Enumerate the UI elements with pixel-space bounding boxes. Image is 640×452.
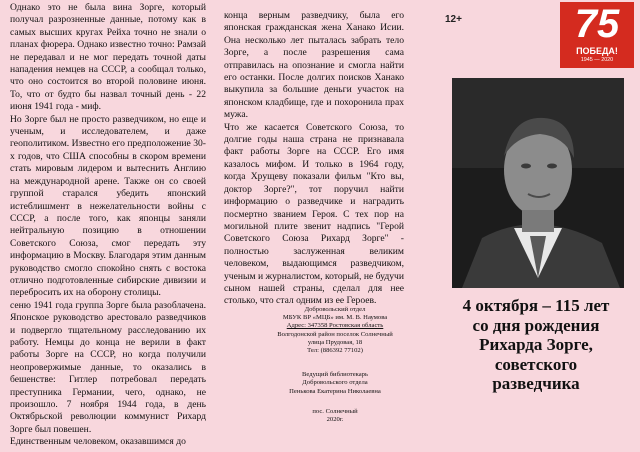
org-line-1: Добровольский отдел	[304, 306, 366, 313]
portrait-photo	[452, 78, 624, 288]
emblem-number: 75	[574, 2, 620, 46]
address-line: Адрес: 347358 Ростовская область	[286, 322, 384, 330]
middle-paragraph-2: Что же касается Советского Союза, то долгие годы наша страна не признавала факт работы Зорге на СССР. Его имя казалось мифом. И только в 1964 году, когда Хрущеву показали фильм "Кто вы, доктор Зорге?", тот поручил найти информацию о разведчике и наградить посмертно званием Героя. С тех пор на могильной плите звенит надпись "Герой Советского Союза Рихард Зорге" - полностью заслуженная великим человеком, выдающимся разведчиком, ученым и журналистом, который, не будучи сыном нашей страны, сделал для нее столько, что стал одним из ее Героев.	[224, 121, 404, 307]
title-line-1: 4 октября – 115 лет	[462, 296, 610, 315]
page-title	[436, 296, 636, 394]
emblem-years: 1945 — 2020	[580, 57, 614, 63]
title-line-2: со дня рождения	[472, 315, 600, 335]
left-text-column	[10, 2, 206, 449]
year-line: 2020г.	[326, 416, 344, 424]
age-rating-badge: 12+	[445, 14, 462, 25]
street-line: улица Прудовая, 18	[307, 338, 363, 346]
middle-text-column	[224, 10, 404, 308]
left-paragraph-3: сеню 1941 года группа Зорге была разоблачена. Японское руководство арестовало разведчиков и подвергло тщательному расследованию их работу. Немцы до конца не верили в факт работы Зорге на СССР, но когда получили неопровержимые данные, то оказались в бешенстве: Гитлер потребовал передать преступника Германии, чего, однако, не произошло. 7 ноября 1944 года, в день Октябрьской революции коммунист Рихард Зорге был повешен.	[10, 299, 206, 435]
left-paragraph-2: Но Зорге был не просто разведчиком, но еще и ученым, и исследователем, и даже геополитиком. Известно его предположение 30-х годов, что США способны в скором времени стать мировым лидером и вытеснить Англию на международной арене. Также он со своей группой старался убедить японский истеблишмент в нежелательности войны с СССР, а после того, как японцы заняли нейтральную позицию в отношении Советского Союза, смог передать эту информацию в Москву. Благодаря этим данным руководство смогло спокойно снять с востока отлично подготовленные сибирские дивизии и перебросить их на оборону столицы.	[10, 113, 206, 299]
address-line-2: Волгодонской район поселок Солнечный	[277, 330, 393, 338]
middle-paragraph-1: конца верным разведчику, была его японская гражданская жена Ханако Исии. Она несколько лет пыталась забрать тело Зорге, а после разрешения сама отправилась на опознание и смогла найти его останки. После долгих поисков Ханако выкупила за большие деньги участок на японском кладбище, где и похоронила прах мужа.	[224, 10, 404, 121]
victory-75-emblem	[560, 2, 634, 68]
phone-line: Тел: (886392 77102)	[307, 347, 363, 355]
author-line-3: Пенькова Екатерина Николаевна	[289, 387, 381, 395]
emblem-word: ПОБЕДА!	[576, 46, 618, 56]
portrait-illustration	[452, 78, 624, 288]
org-line-2: МБУК ВР «МЦБ» им. М. В. Наумова	[282, 314, 388, 322]
title-line-4: советского	[494, 354, 578, 374]
left-paragraph-1: Однако это не была вина Зорге, который получал разрозненные данные, потому как в самых высших кругах Рейха точно не знали о планах фюрера. Однако известно точно: Рамзай не передавал и не мог передать точной даты нападения немцев на СССР, а сообщал только, что оно состоится во второй половине июня. То, что от будто бы назвал точный день - 22 июня 1941 года - миф.	[10, 2, 206, 113]
author-line-1: Ведущий библиотекарь	[302, 371, 368, 379]
author-line-2: Добровольского отдела	[302, 379, 368, 387]
title-line-5: разведчика	[492, 374, 580, 393]
left-paragraph-4: Единственным человеком, оказавшимся до	[10, 436, 186, 448]
title-line-3: Рихарда Зорге,	[479, 335, 593, 354]
contact-block	[270, 306, 400, 424]
place-line: пос. Солнечный	[312, 407, 358, 415]
